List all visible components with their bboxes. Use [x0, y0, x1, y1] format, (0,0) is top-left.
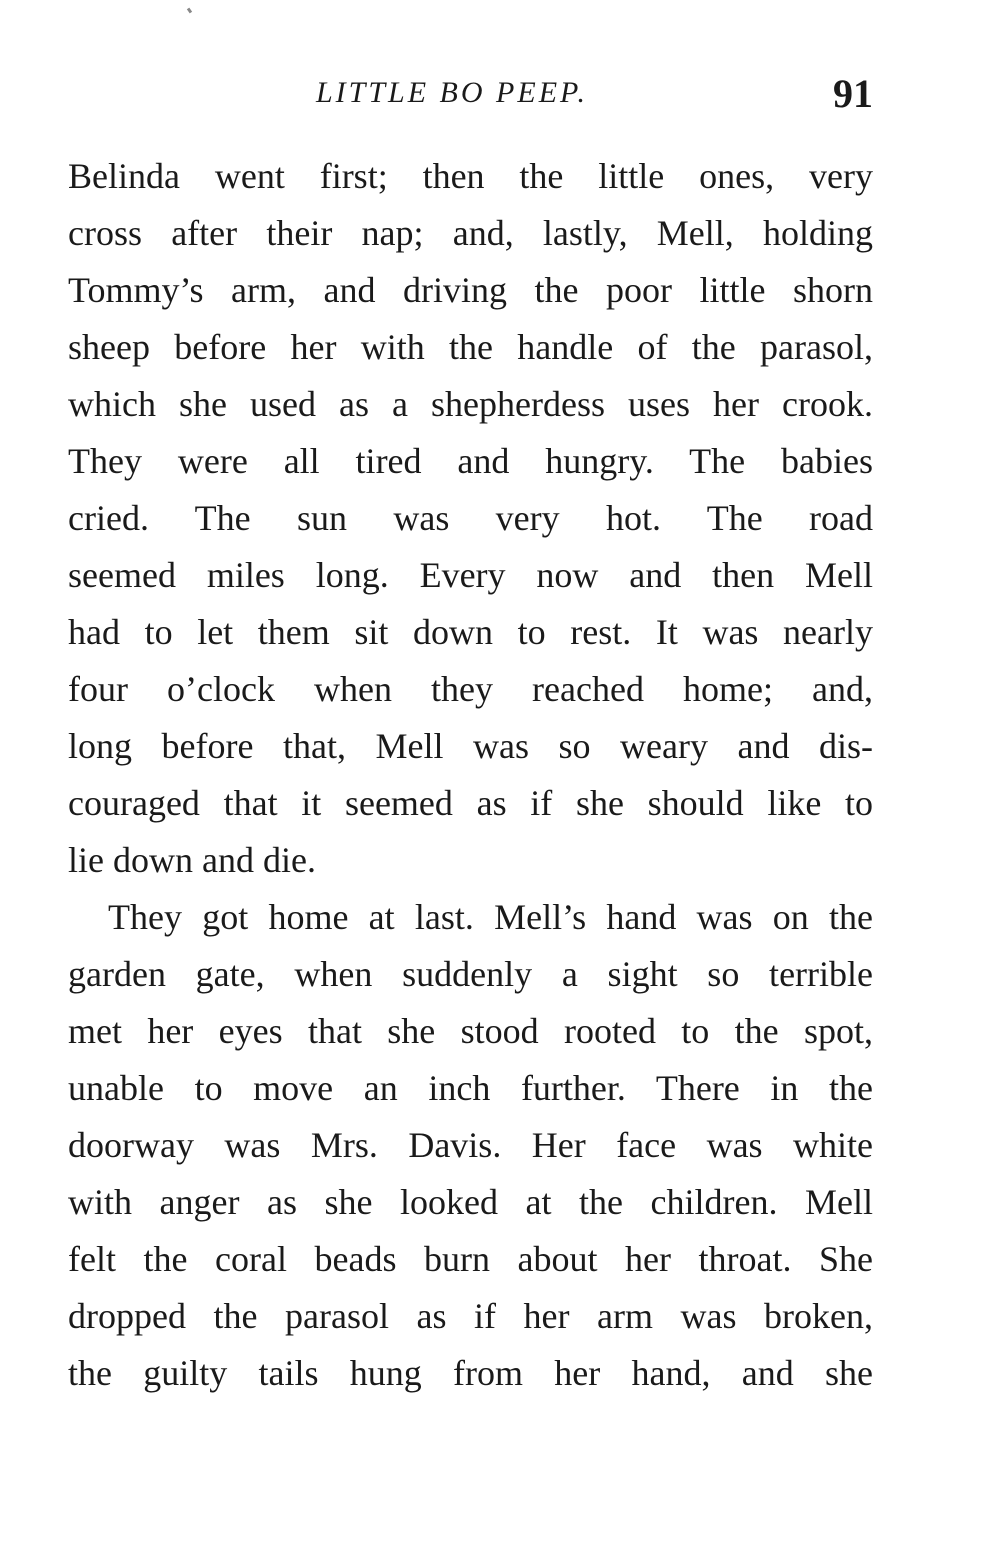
text-line: cross after their nap; and, lastly, Mell, holding — [68, 213, 873, 253]
text-line: Tommy’s arm, and driving the poor little shorn — [68, 270, 873, 310]
text-line: the guilty tails hung from her hand, and she — [68, 1353, 873, 1393]
text-line: long before that, Mell was so weary and dis- — [68, 726, 873, 766]
print-speck — [187, 8, 192, 14]
text-line: had to let them sit down to rest. It was nearly — [68, 612, 873, 652]
text-line: sheep before her with the handle of the parasol, — [68, 327, 873, 367]
text-line: dropped the parasol as if her arm was broken, — [68, 1296, 873, 1336]
text-line: couraged that it seemed as if she should like to — [68, 783, 873, 823]
text-line: garden gate, when suddenly a sight so terrible — [68, 954, 873, 994]
page-number: 91 — [833, 71, 873, 116]
text-line: seemed miles long. Every now and then Mell — [68, 555, 873, 595]
text-line: doorway was Mrs. Davis. Her face was white — [68, 1125, 873, 1165]
text-line: unable to move an inch further. There in the — [68, 1068, 873, 1108]
paragraph-2 — [68, 889, 873, 1402]
paragraph-1 — [68, 148, 873, 889]
text-line: felt the coral beads burn about her throat. She — [68, 1239, 873, 1279]
text-line: Belinda went first; then the little ones, very — [68, 156, 873, 196]
text-line: met her eyes that she stood rooted to the spot, — [68, 1011, 873, 1051]
body-text — [68, 148, 873, 1402]
text-line: They got home at last. Mell’s hand was on the — [108, 897, 873, 937]
text-line: with anger as she looked at the children. Mell — [68, 1182, 873, 1222]
running-head — [68, 72, 873, 122]
text-line: They were all tired and hungry. The babies — [68, 441, 873, 481]
text-line: which she used as a shepherdess uses her crook. — [68, 384, 873, 424]
running-title: LITTLE BO PEEP. — [316, 76, 588, 109]
text-line: cried. The sun was very hot. The road — [68, 498, 873, 538]
text-line: lie down and die. — [68, 840, 316, 880]
text-line: four o’clock when they reached home; and, — [68, 669, 873, 709]
